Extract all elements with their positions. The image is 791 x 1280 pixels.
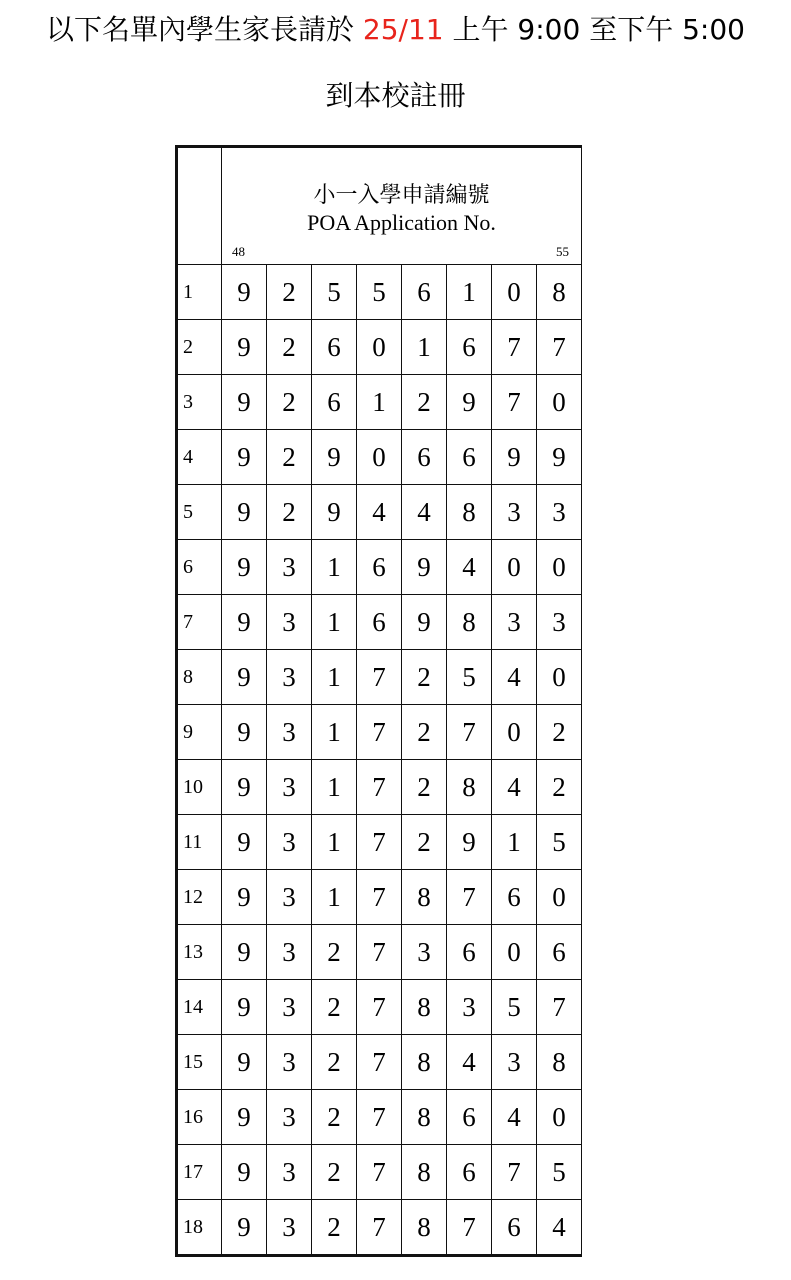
- digit-cell: 0: [492, 705, 537, 760]
- digit-cell: 9: [222, 595, 267, 650]
- header-corner-cell: [177, 147, 222, 265]
- digit-cell: 8: [402, 980, 447, 1035]
- table-row: [177, 815, 582, 870]
- row-number-cell: 2: [177, 320, 222, 375]
- row-number-cell: 3: [177, 375, 222, 430]
- digit-cell: 6: [357, 540, 402, 595]
- digit-cell: 2: [312, 1035, 357, 1090]
- digit-cell: 0: [537, 870, 582, 925]
- digit-cell: 7: [357, 1035, 402, 1090]
- row-number-cell: 1: [177, 265, 222, 320]
- digit-cell: 0: [537, 540, 582, 595]
- digit-cell: 9: [222, 1200, 267, 1256]
- digit-cell: 9: [312, 485, 357, 540]
- digit-cell: 4: [492, 760, 537, 815]
- digit-cell: 4: [447, 540, 492, 595]
- digit-cell: 3: [492, 485, 537, 540]
- notice-line-1: [0, 12, 791, 48]
- digit-cell: 1: [357, 375, 402, 430]
- digit-cell: 6: [402, 265, 447, 320]
- digit-cell: 3: [267, 540, 312, 595]
- digit-cell: 8: [402, 1035, 447, 1090]
- digit-cell: 4: [447, 1035, 492, 1090]
- digit-cell: 7: [357, 815, 402, 870]
- digit-cell: 9: [222, 320, 267, 375]
- table-row: [177, 1200, 582, 1256]
- digit-cell: 6: [357, 595, 402, 650]
- column-end-number: 55: [556, 244, 569, 259]
- digit-cell: 4: [492, 650, 537, 705]
- digit-cell: 2: [537, 760, 582, 815]
- digit-cell: 9: [222, 705, 267, 760]
- digit-cell: 0: [537, 1090, 582, 1145]
- digit-cell: 8: [447, 485, 492, 540]
- digit-cell: 3: [267, 815, 312, 870]
- row-number-cell: 16: [177, 1090, 222, 1145]
- digit-cell: 5: [312, 265, 357, 320]
- table-row: [177, 1090, 582, 1145]
- digit-cell: 5: [537, 1145, 582, 1200]
- digit-cell: 0: [537, 375, 582, 430]
- digit-cell: 6: [312, 320, 357, 375]
- table-row: [177, 485, 582, 540]
- digit-cell: 8: [447, 595, 492, 650]
- digit-cell: 3: [267, 1200, 312, 1256]
- table-row: [177, 705, 582, 760]
- digit-cell: 3: [537, 485, 582, 540]
- application-number-sheet: [175, 145, 580, 1242]
- digit-cell: 1: [312, 870, 357, 925]
- digit-cell: 6: [312, 375, 357, 430]
- digit-cell: 2: [267, 375, 312, 430]
- digit-cell: 4: [402, 485, 447, 540]
- digit-cell: 7: [447, 705, 492, 760]
- notice-line-2: 到本校註冊: [325, 79, 466, 112]
- digit-cell: 6: [447, 1145, 492, 1200]
- digit-cell: 9: [222, 980, 267, 1035]
- registration-date: 25/11: [362, 13, 444, 46]
- row-number-cell: 9: [177, 705, 222, 760]
- digit-cell: 8: [447, 760, 492, 815]
- digit-cell: 5: [492, 980, 537, 1035]
- digit-cell: 3: [267, 760, 312, 815]
- digit-cell: 1: [312, 760, 357, 815]
- digit-cell: 1: [402, 320, 447, 375]
- table-row: [177, 1145, 582, 1200]
- digit-cell: 7: [357, 870, 402, 925]
- digit-cell: 9: [447, 815, 492, 870]
- digit-cell: 9: [222, 815, 267, 870]
- digit-cell: 1: [312, 650, 357, 705]
- digit-cell: 1: [492, 815, 537, 870]
- table-row: [177, 375, 582, 430]
- digit-cell: 2: [537, 705, 582, 760]
- digit-cell: 0: [537, 650, 582, 705]
- notice-prefix: 以下名單內學生家長請於: [46, 13, 355, 46]
- digit-cell: 2: [402, 760, 447, 815]
- digit-cell: 2: [312, 1090, 357, 1145]
- digit-cell: 9: [492, 430, 537, 485]
- row-number-cell: 7: [177, 595, 222, 650]
- column-start-number: 48: [232, 244, 245, 259]
- digit-cell: 6: [447, 430, 492, 485]
- digit-cell: 3: [267, 1035, 312, 1090]
- row-number-cell: 15: [177, 1035, 222, 1090]
- digit-cell: 7: [447, 1200, 492, 1256]
- digit-cell: 7: [357, 1145, 402, 1200]
- digit-cell: 2: [267, 485, 312, 540]
- digit-cell: 7: [357, 1200, 402, 1256]
- digit-cell: 9: [222, 1090, 267, 1145]
- row-number-cell: 8: [177, 650, 222, 705]
- digit-cell: 8: [537, 1035, 582, 1090]
- table-row: [177, 540, 582, 595]
- digit-cell: 9: [222, 430, 267, 485]
- table-row: [177, 925, 582, 980]
- digit-cell: 4: [492, 1090, 537, 1145]
- digit-cell: 7: [492, 320, 537, 375]
- digit-cell: 0: [492, 540, 537, 595]
- digit-cell: 8: [537, 265, 582, 320]
- digit-cell: 7: [357, 1090, 402, 1145]
- digit-cell: 6: [492, 1200, 537, 1256]
- digit-cell: 5: [447, 650, 492, 705]
- notice-time-range: 上午 9:00 至下午 5:00: [452, 13, 745, 46]
- digit-cell: 3: [267, 595, 312, 650]
- digit-cell: 0: [357, 430, 402, 485]
- digit-cell: 2: [312, 980, 357, 1035]
- digit-cell: 2: [402, 650, 447, 705]
- digit-cell: 3: [267, 980, 312, 1035]
- digit-cell: 8: [402, 870, 447, 925]
- row-number-cell: 13: [177, 925, 222, 980]
- digit-cell: 4: [537, 1200, 582, 1256]
- digit-cell: 7: [447, 870, 492, 925]
- digit-cell: 9: [537, 430, 582, 485]
- digit-cell: 9: [222, 1035, 267, 1090]
- digit-cell: 7: [537, 320, 582, 375]
- digit-cell: 5: [357, 265, 402, 320]
- digit-cell: 9: [402, 540, 447, 595]
- digit-cell: 9: [222, 485, 267, 540]
- digit-cell: 2: [312, 1200, 357, 1256]
- digit-cell: 6: [447, 925, 492, 980]
- table-row: [177, 1035, 582, 1090]
- application-number-table: [175, 145, 582, 1257]
- digit-cell: 8: [402, 1090, 447, 1145]
- table-row: [177, 980, 582, 1035]
- table-row: [177, 650, 582, 705]
- digit-cell: 4: [357, 485, 402, 540]
- digit-cell: 3: [492, 1035, 537, 1090]
- row-number-cell: 18: [177, 1200, 222, 1256]
- digit-cell: 0: [357, 320, 402, 375]
- digit-cell: 8: [402, 1200, 447, 1256]
- table-row: [177, 320, 582, 375]
- digit-cell: 6: [492, 870, 537, 925]
- row-number-cell: 5: [177, 485, 222, 540]
- table-header-row: [177, 147, 582, 265]
- table-row: [177, 265, 582, 320]
- digit-cell: 6: [447, 320, 492, 375]
- digit-cell: 9: [447, 375, 492, 430]
- row-number-cell: 17: [177, 1145, 222, 1200]
- digit-cell: 8: [402, 1145, 447, 1200]
- digit-cell: 9: [222, 265, 267, 320]
- digit-cell: 7: [492, 1145, 537, 1200]
- digit-cell: 7: [357, 760, 402, 815]
- digit-cell: 1: [312, 705, 357, 760]
- digit-cell: 7: [357, 925, 402, 980]
- row-number-cell: 14: [177, 980, 222, 1035]
- digit-cell: 9: [222, 375, 267, 430]
- digit-cell: 9: [312, 430, 357, 485]
- digit-cell: 2: [267, 320, 312, 375]
- table-row: [177, 595, 582, 650]
- digit-cell: 2: [402, 705, 447, 760]
- row-number-cell: 4: [177, 430, 222, 485]
- digit-cell: 9: [222, 760, 267, 815]
- digit-cell: 3: [267, 650, 312, 705]
- digit-cell: 2: [312, 1145, 357, 1200]
- digit-cell: 7: [357, 980, 402, 1035]
- digit-cell: 2: [312, 925, 357, 980]
- row-number-cell: 12: [177, 870, 222, 925]
- digit-cell: 1: [447, 265, 492, 320]
- digit-cell: 3: [267, 1145, 312, 1200]
- digit-cell: 7: [357, 705, 402, 760]
- digit-cell: 3: [537, 595, 582, 650]
- digit-cell: 6: [447, 1090, 492, 1145]
- digit-cell: 9: [222, 925, 267, 980]
- digit-cell: 0: [492, 265, 537, 320]
- header-title-en: POA Application No.: [307, 210, 496, 235]
- digit-cell: 1: [312, 540, 357, 595]
- digit-cell: 2: [402, 815, 447, 870]
- table-header: [222, 147, 582, 265]
- row-number-cell: 11: [177, 815, 222, 870]
- digit-cell: 3: [267, 705, 312, 760]
- table-row: [177, 430, 582, 485]
- digit-cell: 2: [402, 375, 447, 430]
- digit-cell: 9: [222, 1145, 267, 1200]
- digit-cell: 3: [402, 925, 447, 980]
- digit-cell: 9: [222, 540, 267, 595]
- digit-cell: 3: [267, 925, 312, 980]
- digit-cell: 9: [222, 650, 267, 705]
- digit-cell: 7: [537, 980, 582, 1035]
- digit-cell: 0: [492, 925, 537, 980]
- digit-cell: 2: [267, 430, 312, 485]
- digit-cell: 7: [492, 375, 537, 430]
- digit-cell: 6: [537, 925, 582, 980]
- table-row: [177, 870, 582, 925]
- digit-cell: 2: [267, 265, 312, 320]
- header-title-zh: 小一入學申請編號: [313, 183, 490, 208]
- digit-cell: 9: [402, 595, 447, 650]
- digit-cell: 3: [267, 1090, 312, 1145]
- digit-cell: 3: [267, 870, 312, 925]
- digit-cell: 1: [312, 815, 357, 870]
- table-row: [177, 760, 582, 815]
- row-number-cell: 10: [177, 760, 222, 815]
- digit-cell: 6: [402, 430, 447, 485]
- digit-cell: 9: [222, 870, 267, 925]
- row-number-cell: 6: [177, 540, 222, 595]
- digit-cell: 1: [312, 595, 357, 650]
- digit-cell: 3: [492, 595, 537, 650]
- digit-cell: 7: [357, 650, 402, 705]
- digit-cell: 3: [447, 980, 492, 1035]
- digit-cell: 5: [537, 815, 582, 870]
